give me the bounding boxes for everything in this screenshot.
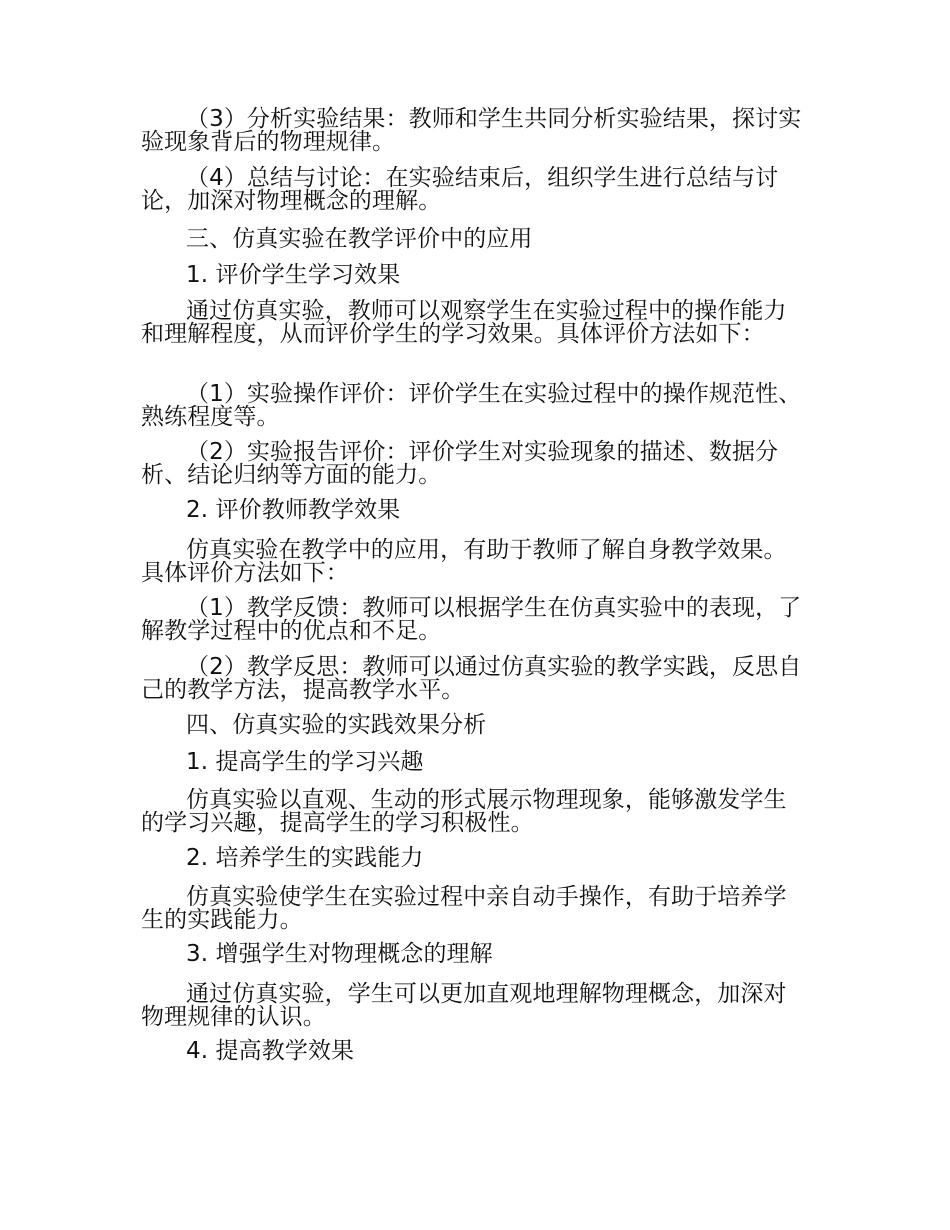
- paragraph-concept-understanding: 通过仿真实验，学生可以更加直观地理解物理概念，加深对物理规律的认识。: [141, 981, 787, 1030]
- paragraph-evaluate-students: 通过仿真实验，教师可以观察学生在实验过程中的操作能力和理解程度，从而评价学生的学习效果。具体评价方法如下：: [141, 298, 787, 347]
- subheading-3-1: 1. 评价学生学习效果: [186, 262, 401, 288]
- paragraph-report-evaluation: （2）实验报告评价：评价学生对实验现象的描述、数据分析、结论归纳等方面的能力。: [141, 439, 779, 488]
- subheading-4-2: 2. 培养学生的实践能力: [186, 845, 424, 871]
- paragraph-evaluate-teachers: 仿真实验在教学中的应用，有助于教师了解自身教学效果。具体评价方法如下：: [141, 537, 787, 586]
- subheading-4-3: 3. 增强学生对物理概念的理解: [186, 941, 493, 967]
- section-heading-4: 四、仿真实验的实践效果分析: [186, 712, 487, 738]
- paragraph-teaching-feedback: （1）教学反馈：教师可以根据学生在仿真实验中的表现，了解教学过程中的优点和不足。: [141, 595, 802, 644]
- paragraph-practical-ability: 仿真实验使学生在实验过程中亲自动手操作，有助于培养学生的实践能力。: [141, 884, 787, 933]
- section-heading-3: 三、仿真实验在教学评价中的应用: [186, 226, 533, 252]
- paragraph-learning-interest: 仿真实验以直观、生动的形式展示物理现象，能够激发学生的学习兴趣，提高学生的学习积极性。: [141, 787, 787, 836]
- subheading-4-4: 4. 提高教学效果: [186, 1038, 355, 1064]
- paragraph-teaching-reflection: （2）教学反思：教师可以通过仿真实验的教学实践，反思自己的教学方法，提高教学水平。: [141, 654, 802, 703]
- paragraph-analyze-results: （3）分析实验结果：教师和学生共同分析实验结果，探讨实验现象背后的物理规律。: [141, 106, 802, 155]
- subheading-4-1: 1. 提高学生的学习兴趣: [186, 749, 424, 775]
- subheading-3-2: 2. 评价教师教学效果: [186, 497, 401, 523]
- paragraph-summary-discussion: （4）总结与讨论：在实验结束后，组织学生进行总结与讨论，加深对物理概念的理解。: [141, 165, 779, 214]
- paragraph-operation-evaluation: （1）实验操作评价：评价学生在实验过程中的操作规范性、熟练程度等。: [141, 381, 802, 430]
